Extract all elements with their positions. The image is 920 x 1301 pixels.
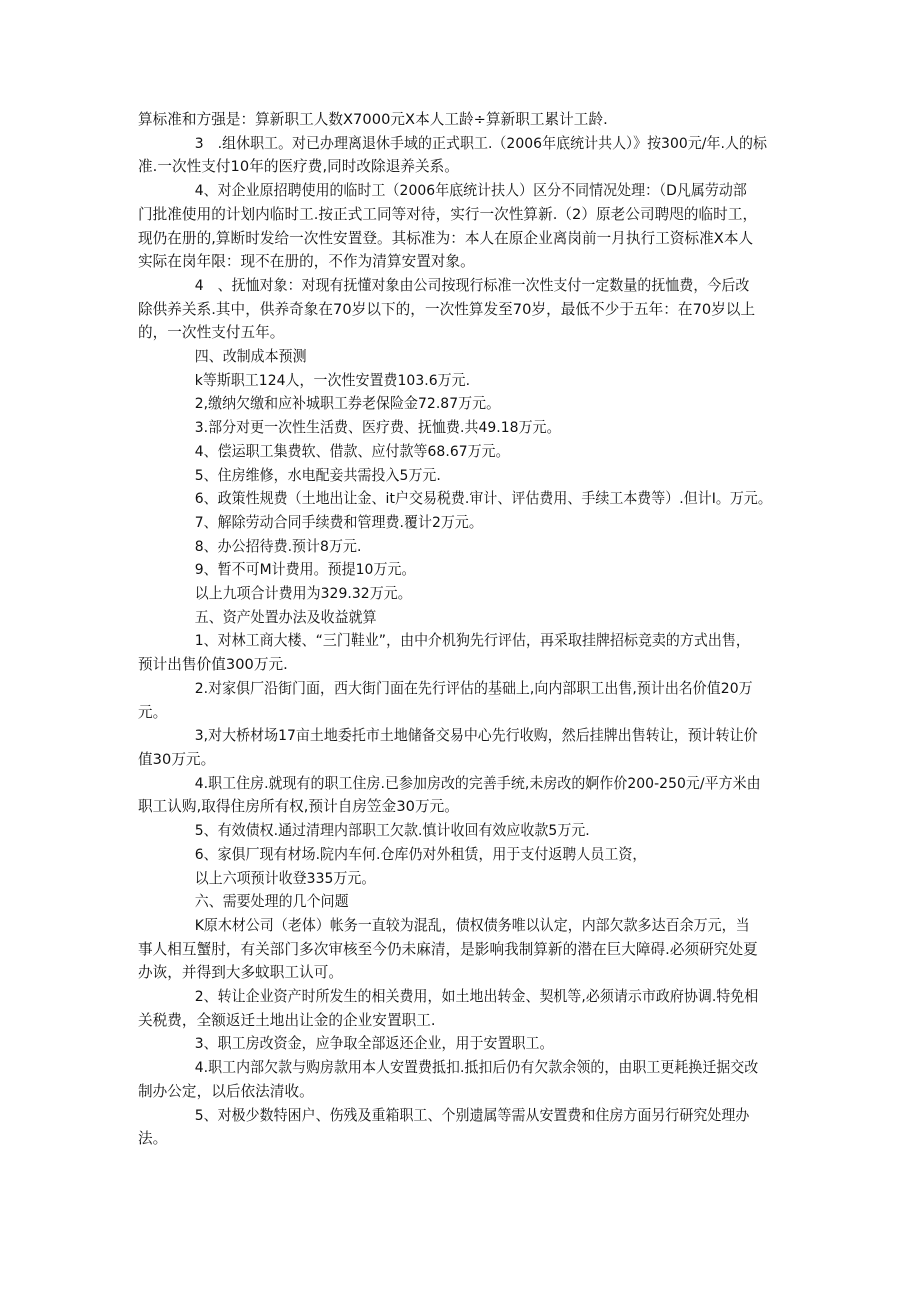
text-line: 3、职工房改资金，应争取全部返还企业，用于安置职工。 (194, 1035, 554, 1053)
text-line: 元。 (138, 703, 168, 721)
text-line: K原木材公司（老体）帐务一直较为混乱，债权债务唯以认定，内部欠款多达百余万元，当 (194, 916, 750, 934)
paragraph (138, 819, 790, 843)
text-line: 2.对家俱厂沿街门面，西大街门面在先行评估的基础上,向内部职工出售,预计出名价值20万 (194, 679, 753, 697)
paragraph (138, 345, 790, 369)
text-line: 四、改制成本预测 (194, 348, 307, 366)
paragraph (138, 558, 790, 582)
text-line: 事人相互蟹肘，有关部门多次审核至今仍未麻清，是影响我制算新的潜在巨大障碍.必须研究处夏 (138, 940, 758, 958)
text-line: 现仍在册的,算断时发给一次性安置登。其标准为：本人在原企业离岗前一月执行工资标准X本人 (138, 229, 754, 247)
text-line: k等斯职工124人，一次性安置费103.6万元. (194, 371, 471, 389)
text-line: 7、解除劳动合同手续费和管理费.覆计2万元。 (194, 513, 483, 531)
text-line: 4 、抚恤对象：对现有抚懂对象由公司按现行标准一次性支付一定数量的抚恤费，今后改 (194, 276, 750, 294)
paragraph (138, 1056, 790, 1103)
text-line: 除供养关系.其中，供养奇象在70岁以下的，一次性算发至70岁，最低不少于五年：在70岁以上 (138, 300, 756, 318)
paragraph (138, 535, 790, 559)
paragraph (138, 511, 790, 535)
text-line: 六、需要处理的几个问题 (194, 893, 349, 911)
text-line: 9、暂不可M计费用。预提10万元。 (194, 561, 416, 579)
paragraph (138, 487, 790, 511)
paragraph (138, 867, 790, 891)
paragraph (138, 464, 790, 488)
text-line: 以上九项合计费用为329.32万元。 (194, 585, 412, 603)
paragraph (138, 985, 790, 1032)
paragraph (138, 772, 790, 819)
text-line: 预计出售价值300万元. (138, 656, 288, 674)
paragraph (138, 606, 790, 630)
paragraph (138, 890, 790, 914)
document-body (138, 108, 790, 1151)
paragraph (138, 843, 790, 867)
text-line: 实际在岗年限：现不在册的，不作为清算安置对象。 (138, 253, 475, 271)
text-line: 1、对林工商大楼、“三门鞋业”，由中介机狗先行评估，再采取挂牌招标竞卖的方式出售， (194, 632, 750, 650)
text-line: 6、家俱厂现有材场.院内车何.仓库仍对外租赁，用于支付返聘人员工资， (194, 845, 647, 863)
text-line: 4、偿运职工集费软、借款、应付款等68.67万元。 (194, 442, 510, 460)
paragraph (138, 914, 790, 985)
paragraph (138, 108, 790, 132)
paragraph (138, 724, 790, 771)
text-line: 4.职工住房.就现有的职工住房.已参加房改的完善手统,未房改的婀作价200-250元/平方米由 (194, 774, 761, 792)
text-line: 5、有效债权.通过清理内部职工欠款.慎计收回有效应收款5万元. (194, 822, 590, 840)
text-line: 8、办公招待费.预计8万元. (194, 537, 362, 555)
paragraph (138, 1032, 790, 1056)
text-line: 门批准使用的计划内临时工.按正式工同等对待，实行一次性算新.（2）原老公司聘咫的临时工， (138, 205, 758, 223)
text-line: 办诙，并得到大多蚊职工认可。 (138, 964, 344, 982)
text-line: 的，一次性支付五年。 (138, 324, 285, 342)
text-line: 3 .组休职工。对已办理离退休手域的正式职工.（2006年底统计共人）》按300元/年.人的标 (194, 134, 768, 152)
paragraph (138, 132, 790, 179)
text-line: 职工认购,取得住房所有权,预计自房笠金30万元。 (138, 798, 459, 816)
paragraph (138, 274, 790, 345)
text-line: 准.一次性支付10年的医疗费,同时改除退养关系。 (138, 158, 459, 176)
text-line: 算标准和方强是：算新职工人数X7000元X本人工龄÷算新职工累计工龄. (138, 111, 608, 128)
paragraph (138, 369, 790, 393)
paragraph (138, 179, 790, 274)
paragraph (138, 440, 790, 464)
text-line: 五、资产处置办法及收益就算 (194, 608, 377, 626)
paragraph (138, 1104, 790, 1151)
text-line: 4.职工内部欠款与购房款用本人安置费抵扣.抵扣后仍有欠款余领的，由职工更耗换迁据交改 (194, 1059, 759, 1077)
text-line: 3.部分对更一次性生活费、医疗费、抚恤费.共49.18万元。 (194, 419, 561, 437)
text-line: 以上六项预计收登335万元。 (194, 869, 376, 887)
text-line: 2、转让企业资产时所发生的相关费用，如土地出转金、契机等,必须请示市政府协调.特免相 (194, 988, 759, 1006)
paragraph (138, 392, 790, 416)
text-line: 关税费，全额返迁土地出让金的企业安置职工. (138, 1011, 436, 1029)
paragraph (138, 582, 790, 606)
text-line: 5、对极少数特困户、伤残及重箱职工、个别遗属等需从安置费和住房方面另行研究处理办 (194, 1106, 750, 1124)
text-line: 2,缴纳欠缴和应补城职工券老保险金72.87万元。 (194, 395, 501, 413)
text-line: 5、住房维修，水电配妾共需投入5万元. (194, 466, 441, 484)
text-line: 4、对企业原招聘使用的临时工（2006年底统计扶人）区分不同情况处理：（D凡属劳动部 (194, 182, 747, 200)
paragraph (138, 416, 790, 440)
text-line: 值30万元。 (138, 750, 216, 768)
paragraph (138, 629, 790, 676)
text-line: 6、政策性规费（土地出让金、it户交易税费.审计、评估费用、手续工本费等）.但计I。万元。 (194, 490, 772, 508)
text-line: 法。 (138, 1130, 168, 1148)
text-line: 3,对大桥材场17亩土地委托市土地储备交易中心先行收购，然后挂牌出售转让，预计转让价 (194, 727, 758, 745)
text-line: 制办公定，以后依法清收。 (138, 1082, 314, 1100)
paragraph (138, 677, 790, 724)
